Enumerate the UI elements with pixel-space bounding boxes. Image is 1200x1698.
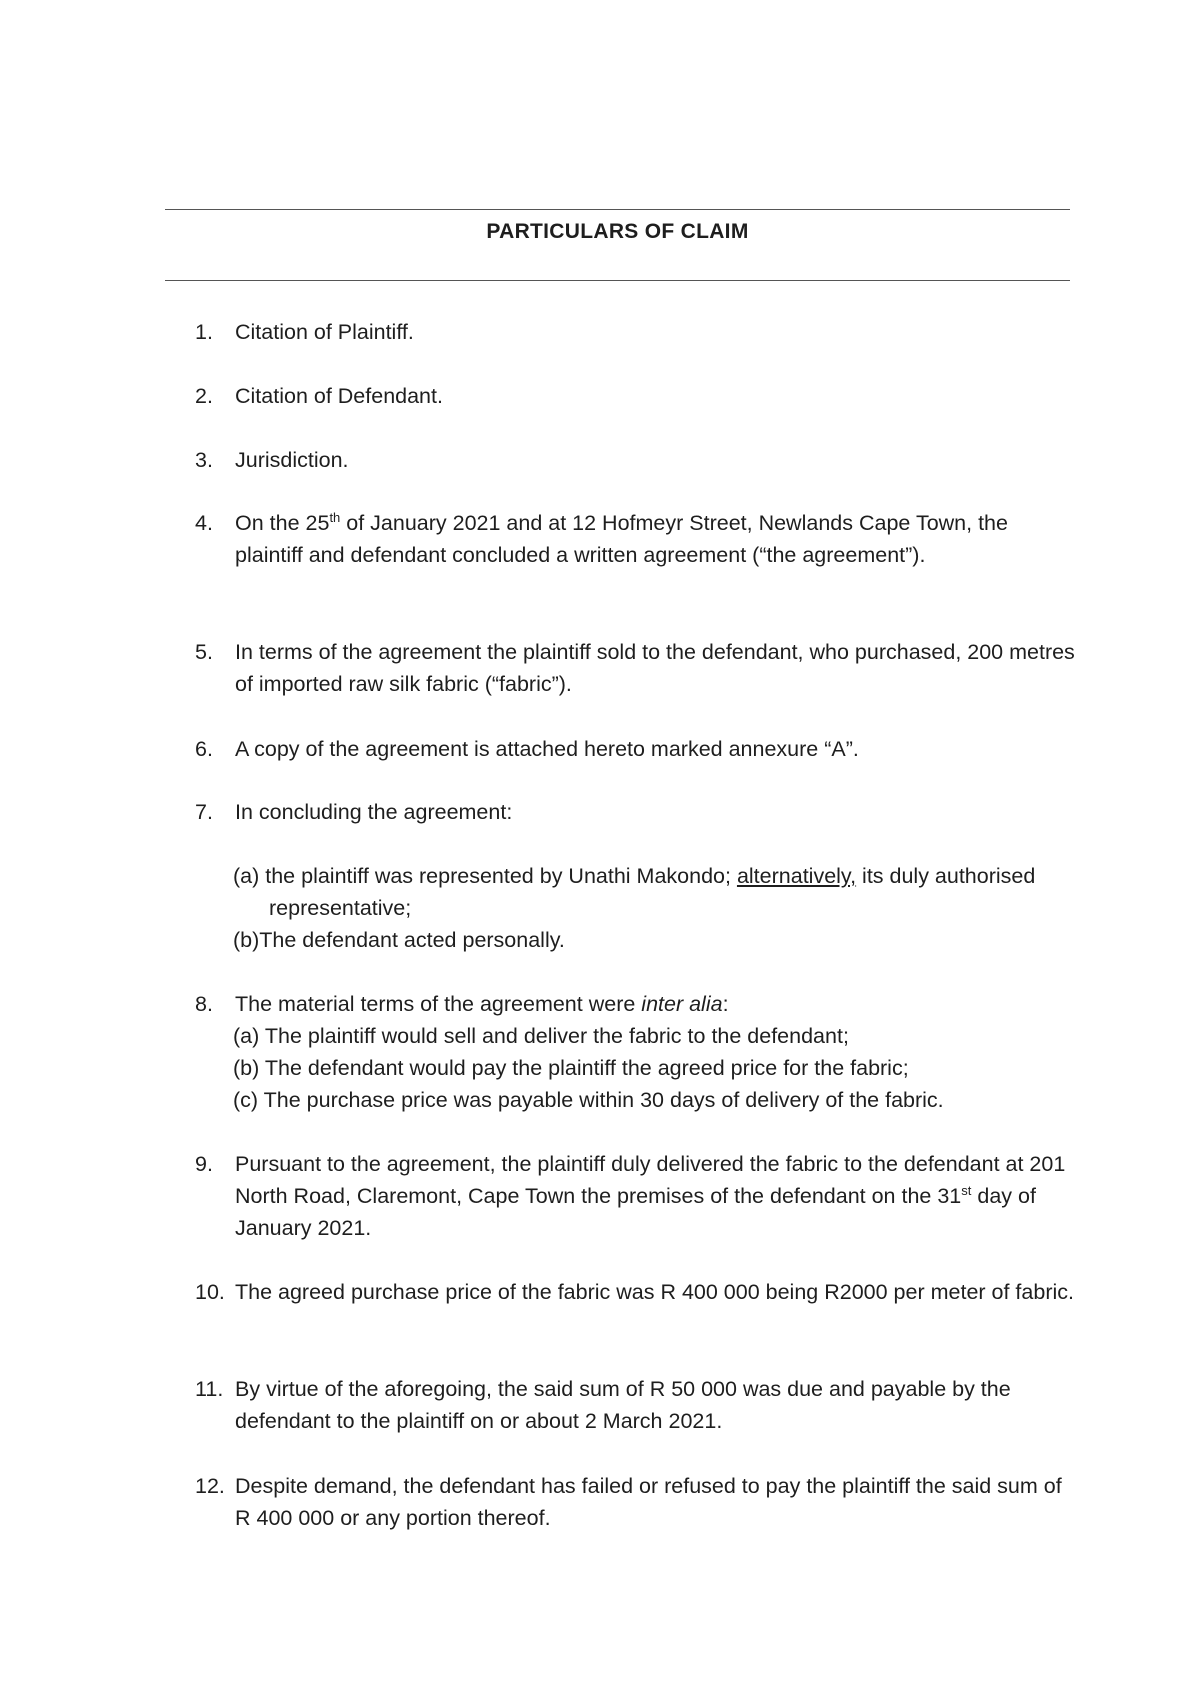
item-text-part: day of January 2021.	[235, 1184, 1036, 1240]
ordinal-suffix: st	[961, 1182, 972, 1198]
claim-item-11	[195, 1373, 1075, 1437]
item-text-part: Pursuant to the agreement, the plaintiff duly delivered the fabric to the defendant at 201 North Road, Claremont, Cape Town the premises of the defendant on the 31	[235, 1152, 1066, 1208]
item-text-part: of January 2021 and at 12 Hofmeyr Street, Newlands Cape Town, the plaintiff and defendant concluded a written agreement (“the agreement”).	[235, 511, 1008, 567]
document-title: PARTICULARS OF CLAIM	[486, 220, 749, 243]
item-text: Despite demand, the defendant has failed or refused to pay the plaintiff the said sum of R 400 000 or any portion thereof.	[235, 1474, 1062, 1530]
claim-item-10	[195, 1276, 1075, 1308]
item-7-sub-b: (b)The defendant acted personally.	[233, 928, 565, 952]
sub-text-part: (a) the plaintiff was represented by Unathi Makondo;	[233, 864, 737, 888]
item-text	[235, 507, 1075, 571]
item-text: Citation of Defendant.	[235, 384, 443, 408]
item-text: Citation of Plaintiff.	[235, 320, 414, 344]
claim-item-2	[195, 380, 1075, 412]
item-number: 2.	[195, 384, 213, 408]
item-number: 8.	[195, 992, 213, 1016]
item-text: In terms of the agreement the plaintiff sold to the defendant, who purchased, 200 metres of imported raw silk fabric (“fabric”).	[235, 640, 1075, 696]
item-number: 5.	[195, 640, 213, 664]
claim-item-12	[195, 1470, 1075, 1534]
item-8-sub-a: (a) The plaintiff would sell and deliver the fabric to the defendant;	[233, 1024, 849, 1048]
item-number: 7.	[195, 800, 213, 824]
item-number: 4.	[195, 511, 213, 535]
item-text-part: :	[722, 992, 729, 1016]
claim-item-7	[195, 796, 1075, 828]
item-number: 10.	[195, 1280, 225, 1304]
title-top-rule	[165, 209, 1070, 210]
claim-item-6	[195, 733, 1075, 765]
underlined-term: alternatively,	[736, 864, 857, 888]
ordinal-suffix: th	[329, 509, 341, 525]
item-7-sub-a	[233, 860, 1109, 924]
claim-item-3	[195, 444, 1075, 476]
item-text: By virtue of the aforegoing, the said sum of R 50 000 was due and payable by the defendant to the plaintiff on or about 2 March 2021.	[235, 1377, 1011, 1433]
item-text	[235, 988, 1075, 1020]
sub-text-part: its duly authorised representative;	[269, 864, 1036, 920]
item-8-sub-c: (c) The purchase price was payable within 30 days of delivery of the fabric.	[233, 1088, 944, 1112]
item-number: 1.	[195, 320, 213, 344]
item-text: In concluding the agreement:	[235, 800, 513, 824]
item-text-part: On the 25	[235, 511, 330, 535]
item-text	[235, 1148, 1075, 1244]
item-number: 3.	[195, 448, 213, 472]
claim-item-4	[195, 507, 1075, 571]
item-text: Jurisdiction.	[235, 448, 349, 472]
item-number: 6.	[195, 737, 213, 761]
claim-item-8	[195, 988, 1075, 1020]
claim-item-9	[195, 1148, 1075, 1244]
item-8-sub-b: (b) The defendant would pay the plaintiff the agreed price for the fabric;	[233, 1056, 909, 1080]
item-text-part: The material terms of the agreement were	[235, 992, 642, 1016]
item-number: 11.	[195, 1377, 224, 1401]
item-number: 12.	[195, 1474, 225, 1498]
item-number: 9.	[195, 1152, 213, 1176]
item-text: A copy of the agreement is attached hereto marked annexure “A”.	[235, 737, 859, 761]
claim-item-5	[195, 636, 1075, 700]
claim-item-1	[195, 316, 1075, 348]
item-text: The agreed purchase price of the fabric was R 400 000 being R2000 per meter of fabric.	[235, 1280, 1074, 1304]
latin-phrase: inter alia	[641, 992, 723, 1016]
title-bottom-rule	[165, 280, 1070, 281]
